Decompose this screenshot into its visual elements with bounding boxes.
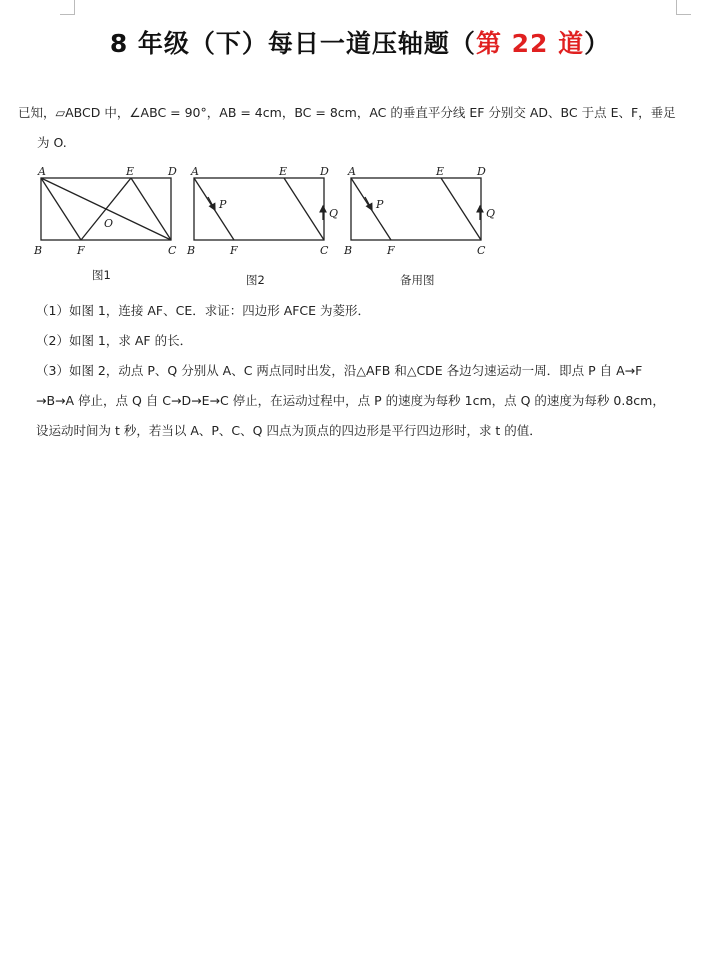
page-corner-mark-right xyxy=(676,0,691,15)
fig1-label-a: A xyxy=(38,165,46,178)
question-3-line-3: 设运动时间为 t 秒，若当以 A、P、C、Q 四点为顶点的四边形是平行四边形时，求 t 的值． xyxy=(36,423,542,438)
fig3-label-b: B xyxy=(344,244,353,257)
figure-2 xyxy=(194,178,324,240)
fig3-label-p: P xyxy=(376,198,384,211)
fig1-label-c: C xyxy=(168,244,177,257)
fig2-label-c: C xyxy=(320,244,329,257)
fig2-label-d: D xyxy=(320,165,329,178)
fig2-label-b: B xyxy=(187,244,196,257)
fig2-label-q: Q xyxy=(329,207,339,220)
figure-1 xyxy=(41,178,171,240)
figure-3 xyxy=(351,178,481,240)
fig1-label-e: E xyxy=(126,165,135,178)
fig2-label-f: F xyxy=(230,244,238,257)
question-3-line-1: （3）如图 2，动点 P、Q 分别从 A、C 两点同时出发，沿△AFB 和△CDE 各边匀速运动一周．即点 P 自 A→F xyxy=(36,363,643,378)
fig3-arrow-p xyxy=(365,197,372,210)
fig1-label-b: B xyxy=(34,244,43,257)
fig3-segment-ec xyxy=(441,178,481,240)
fig1-label-o: O xyxy=(104,217,114,230)
question-3 xyxy=(36,356,696,446)
title-highlight: 第 22 道 xyxy=(475,29,585,58)
fig2-segment-ec xyxy=(284,178,324,240)
fig1-caption: 图1 xyxy=(92,268,111,282)
fig2-label-e: E xyxy=(279,165,288,178)
fig2-arrow-p xyxy=(208,197,215,210)
problem-line-2: 为 O. xyxy=(37,135,67,150)
page-title xyxy=(0,24,720,60)
fig1-label-d: D xyxy=(168,165,177,178)
title-suffix: ） xyxy=(584,29,611,58)
figures xyxy=(28,160,508,290)
fig3-label-a: A xyxy=(348,165,356,178)
problem-statement xyxy=(18,98,690,158)
title-prefix: 8 年级（下）每日一道压轴题（ xyxy=(109,29,476,58)
question-3-line-2: →B→A 停止，点 Q 自 C→D→E→C 停止，在运动过程中，点 P 的速度为每秒 1cm，点 Q 的速度为每秒 0.8cm， xyxy=(36,393,665,408)
fig2-caption: 图2 xyxy=(246,273,265,287)
problem-line-1: 已知，▱ABCD 中，∠ABC = 90°，AB = 4cm，BC = 8cm，AC 的垂直平分线 EF 分别交 AD、BC 于点 E、F，垂足 xyxy=(18,105,676,120)
fig3-label-q: Q xyxy=(486,207,496,220)
fig2-label-a: A xyxy=(191,165,199,178)
fig1-label-f: F xyxy=(77,244,85,257)
page-corner-mark-left xyxy=(60,0,75,15)
question-1: （1）如图 1，连接 AF、CE．求证：四边形 AFCE 为菱形． xyxy=(36,303,371,318)
question-2: （2）如图 1，求 AF 的长． xyxy=(36,333,193,348)
fig1-segment-ef xyxy=(81,178,131,240)
fig3-label-f: F xyxy=(387,244,395,257)
fig3-label-c: C xyxy=(477,244,486,257)
fig3-label-d: D xyxy=(477,165,486,178)
fig3-label-e: E xyxy=(436,165,445,178)
fig3-caption: 备用图 xyxy=(400,273,435,287)
fig2-label-p: P xyxy=(219,198,227,211)
